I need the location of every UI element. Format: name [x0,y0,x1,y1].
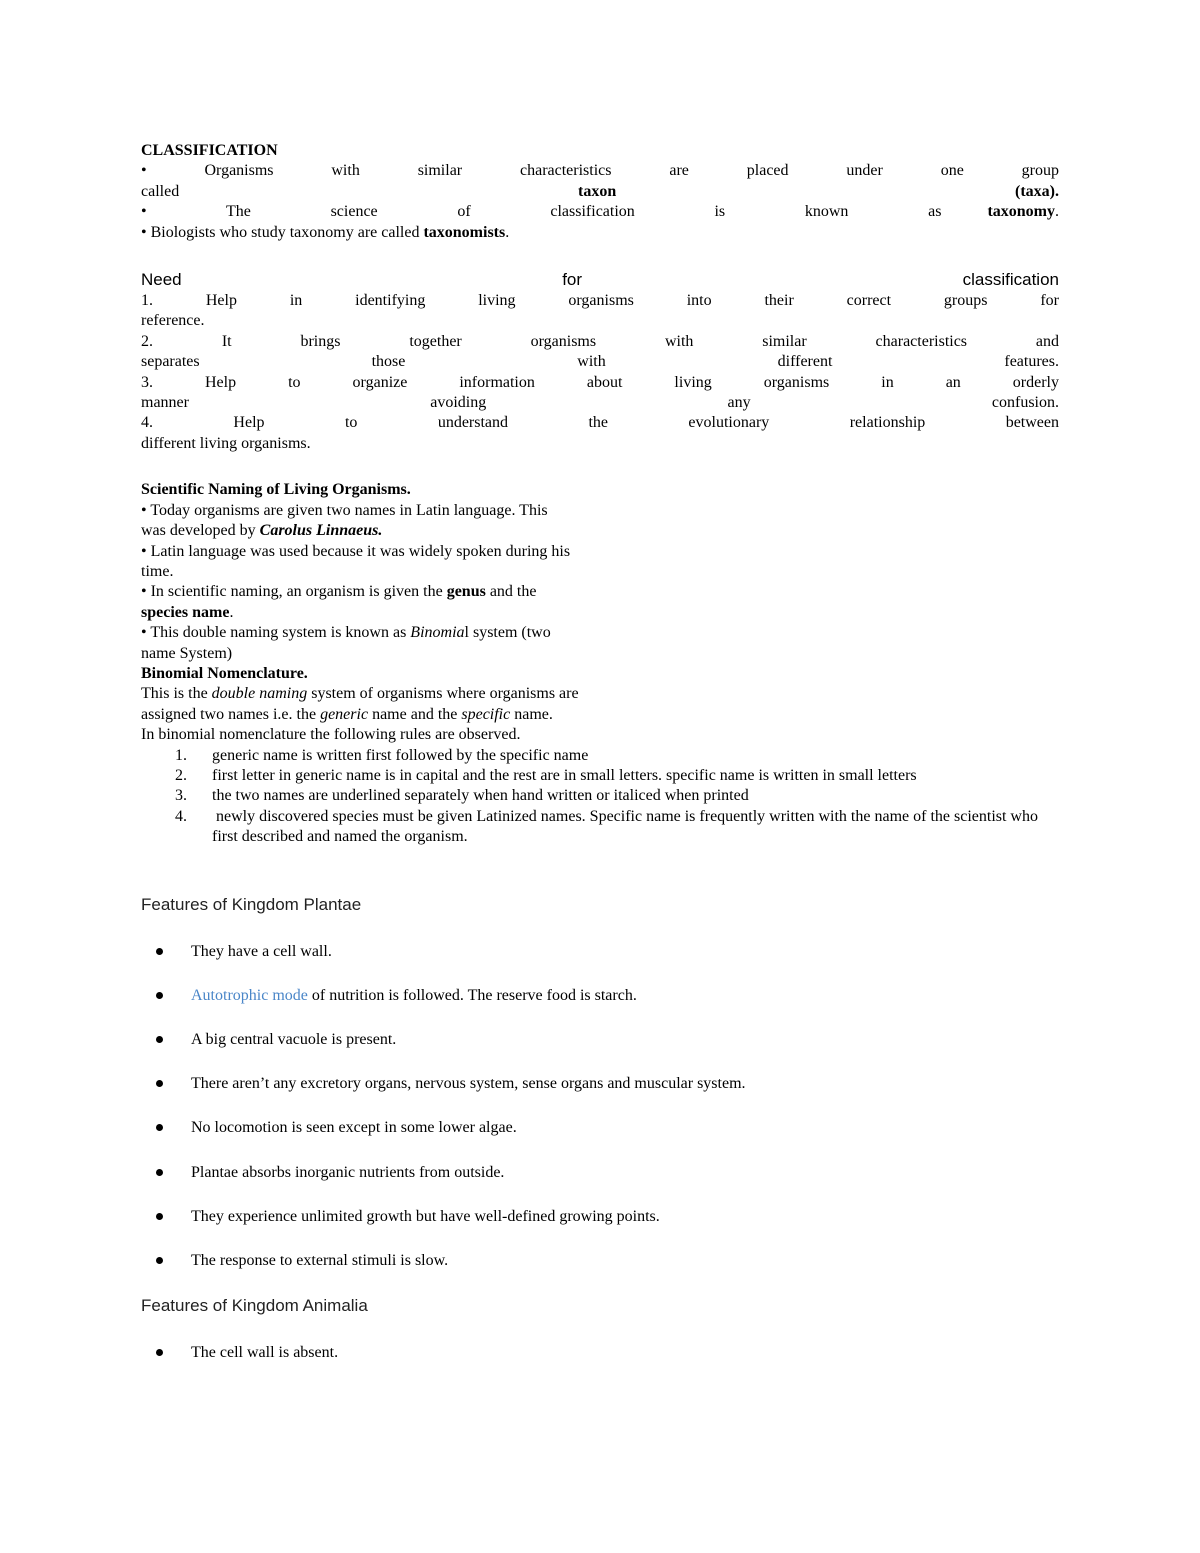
rule-number: 3. [175,787,187,805]
spacer [141,916,1059,942]
plantae-heading: Features of Kingdom Plantae [141,894,362,914]
plantae-item-text: No locomotion is seen except in some lower algae. [191,1119,517,1137]
generic-term: generic [320,705,369,723]
rule-number: 2. [175,766,187,784]
need-heading-word-classification: classification [962,270,1059,290]
spacer [141,454,1059,480]
called-text: called [141,182,180,200]
need-item-2-line-1: 2. It brings together organisms with similar characteristics and [141,332,1059,350]
classification-bullet-3 [141,223,1059,243]
rule-item [141,766,1059,786]
document-page [141,141,1059,1387]
plantae-item-text: They experience unlimited growth but have well-defined growing points. [191,1207,660,1225]
rule-text: the two names are underlined separately when hand written or italiced when printed [212,787,749,805]
need-item-1-line-2: reference. [141,312,205,330]
plantae-list-item [141,1207,1059,1251]
classification-bullet-1-line-1: • Organisms with similar characteristics are placed under one group [141,162,1059,180]
spacer [141,1317,1059,1343]
rule-text: generic name is written first followed by the specific name [212,746,589,764]
classification-title: CLASSIFICATION [141,142,278,159]
specific-term: specific [461,705,511,723]
bullet-icon [156,1213,163,1220]
bullet-icon [156,1080,163,1087]
binomial-line-3: In binomial nomenclature the following rules are observed. [141,726,521,744]
bullet-icon [156,1349,163,1356]
need-word: manner [141,394,189,412]
need-item-4-line-1: 4. Help to understand the evolutionary relationship between [141,414,1059,432]
genus-term: genus [446,583,486,601]
taxonomists-period: . [505,223,510,241]
classification-bullet-1-line-2 [141,182,1059,202]
binomial-line-2-text: assigned two names i.e. the [141,705,321,723]
naming-line-2-text: was developed by [141,522,260,540]
need-word: features. [1004,353,1059,371]
naming-line-6-end: . [229,603,234,621]
naming-section [141,480,1059,664]
binomial-line-1 [141,684,1059,704]
need-word: those [371,353,406,371]
naming-line-8: name System) [141,644,233,662]
naming-heading: Scientific Naming of Living Organisms. [141,481,411,499]
animalia-list-item [141,1343,1059,1387]
naming-line-2 [141,521,1059,541]
need-section [141,269,1059,454]
binomia-term: Binomia [410,624,465,642]
naming-line-7 [141,623,1059,643]
need-item-2-line-2 [141,352,1059,372]
need-heading-word-for: for [562,270,583,290]
need-item-3-line-1: 3. Help to organize information about living organisms in an orderly [141,373,1059,391]
classification-bullet-2 [141,202,1059,222]
animalia-heading: Features of Kingdom Animalia [141,1296,368,1316]
plantae-section [141,894,1059,1296]
bullet-icon [156,1169,163,1176]
plantae-list-item [141,1074,1059,1118]
binomial-line-2-end: name. [510,705,553,723]
double-naming-term: double naming [211,685,308,703]
need-word: avoiding [430,394,487,412]
species-name-term: species name [141,603,230,621]
binomial-line-1-text: This is the [141,685,212,703]
binomial-heading: Binomial Nomenclature. [141,664,308,682]
naming-line-7-text: • This double naming system is known as [141,624,411,642]
taxonomy-term-wrap [987,202,1059,222]
rule-text: first letter in generic name is in capital and the rest are in small letters. specific name is written in small letters [212,766,917,784]
plantae-list-item [141,942,1059,986]
plantae-list-item [141,986,1059,1030]
spacer [141,243,1059,269]
bullet-icon [156,948,163,955]
need-item-4-line-2: different living organisms. [141,434,311,452]
taxonomy-sentence: • The science of classification is known as [141,203,942,221]
bullet-icon [156,1124,163,1131]
rule-text: newly discovered species must be given Latinized names. Specific name is frequently written with the name of the scientist who first described and named the organism. [212,807,1042,846]
taxon-term: taxon [577,182,617,200]
plantae-list [141,942,1059,1296]
rule-item [141,786,1059,806]
plantae-list-item [141,1251,1059,1295]
taxonomy-period: . [1055,203,1059,221]
animalia-section [141,1295,1059,1387]
need-heading [141,269,1059,291]
binomial-line-1-end: system of organisms where organisms are [307,685,579,703]
need-word: any [727,394,751,412]
need-word: separates [141,353,200,371]
need-item-1-line-1: 1. Help in identifying living organisms into their correct groups for [141,292,1059,310]
need-word: with [577,353,606,371]
bullet-icon [156,1257,163,1264]
plantae-item-text: Plantae absorbs inorganic nutrients from outside. [191,1163,505,1181]
linnaeus-name: Carolus Linnaeus. [259,522,383,540]
bullet-icon [156,1036,163,1043]
binomial-section [141,664,1059,848]
rule-item [141,807,1059,848]
naming-line-5-text: • In scientific naming, an organism is given the [141,583,447,601]
plantae-item-text: They have a cell wall. [191,942,332,960]
plantae-list-item [141,1030,1059,1074]
taxonomists-sentence: • Biologists who study taxonomy are called [141,223,424,241]
need-item-3-line-2 [141,393,1059,413]
spacer [141,848,1059,894]
binomial-rules-list [141,746,1059,848]
plantae-item-text: The response to external stimuli is slow. [191,1251,449,1269]
bullet-icon [156,992,163,999]
plantae-item-text: of nutrition is followed. The reserve food is starch. [307,986,637,1004]
autotrophic-mode-link[interactable]: Autotrophic mode [191,986,308,1004]
plantae-list-item [141,1163,1059,1207]
naming-line-3: • Latin language was used because it was widely spoken during his [141,542,571,560]
taxonomy-term: taxonomy [987,203,1055,221]
naming-line-4: time. [141,562,174,580]
animalia-item-text: The cell wall is absent. [191,1344,339,1362]
need-heading-word-need: Need [141,270,182,290]
binomial-line-2 [141,705,1059,725]
animalia-list [141,1343,1059,1387]
rule-number: 4. [175,807,187,825]
binomial-line-2-mid: name and the [368,705,462,723]
plantae-item-text: A big central vacuole is present. [191,1030,397,1048]
naming-line-6 [141,603,1059,623]
rule-number: 1. [175,746,187,764]
naming-line-7-end: l system (two [464,624,551,642]
rule-item [141,746,1059,766]
taxonomists-term: taxonomists [423,223,506,241]
plantae-list-item [141,1118,1059,1162]
need-word: confusion. [991,394,1059,412]
taxa-term: (taxa). [1015,182,1059,200]
naming-line-5 [141,582,1059,602]
naming-line-5-end: and the [485,583,537,601]
naming-line-1: • Today organisms are given two names in Latin language. This [141,501,548,519]
need-word: different [777,353,833,371]
classification-section [141,141,1059,243]
plantae-item-text: There aren’t any excretory organs, nervous system, sense organs and muscular system. [191,1075,746,1093]
